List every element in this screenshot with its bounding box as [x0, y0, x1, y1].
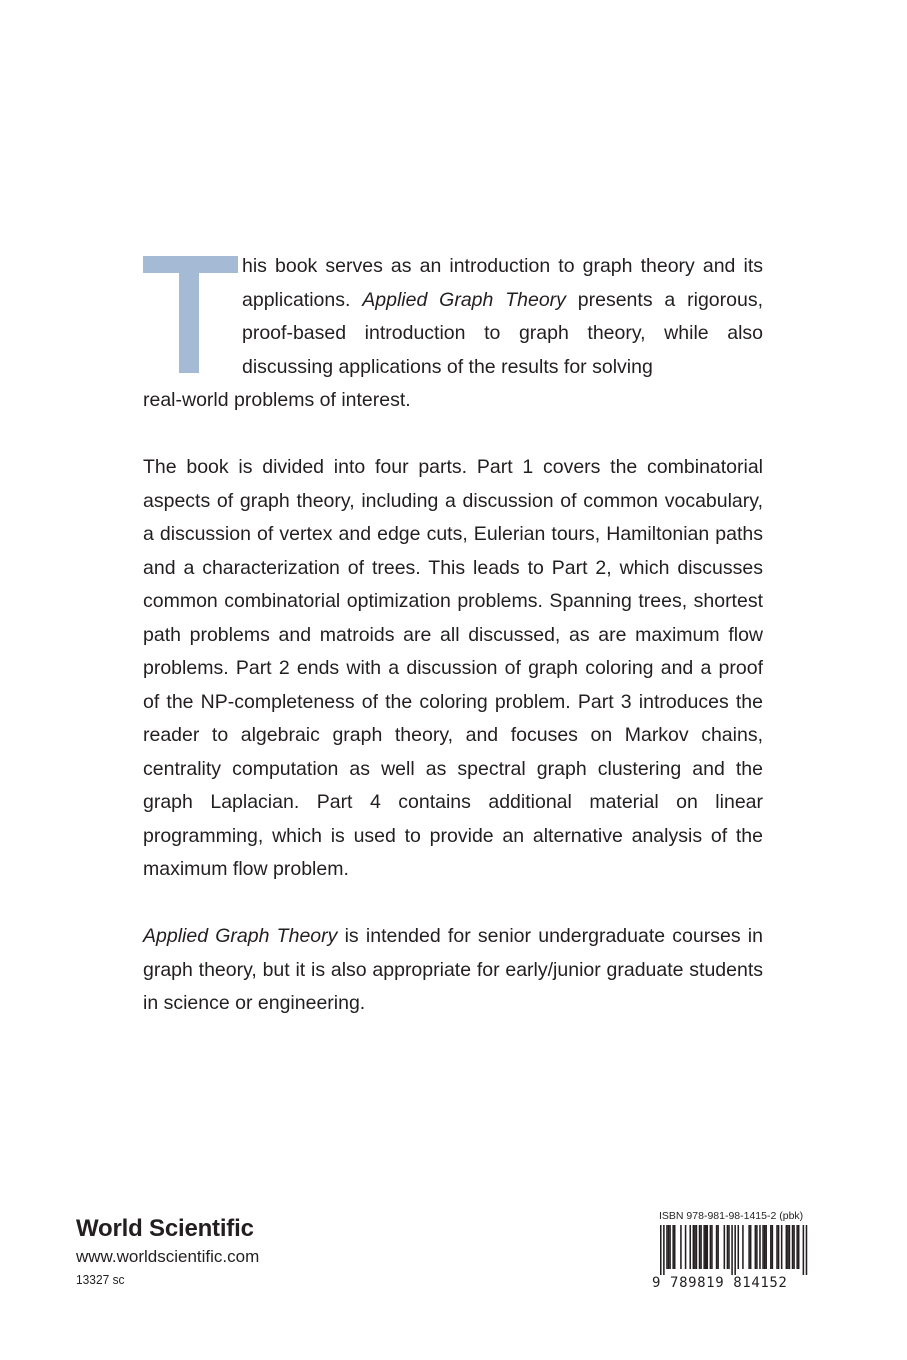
- publisher-code: 13327 sc: [76, 1272, 125, 1287]
- barcode-bar: [717, 1225, 719, 1269]
- barcode-bar: [696, 1225, 698, 1269]
- intro-start-text: his book serves as an introduction to graph theory and its applications.: [242, 255, 763, 311]
- intro-book-title: Applied Graph Theory: [362, 288, 566, 311]
- parts-paragraph: The book is divided into four parts. Part 1 covers the combinatorial aspects of graph theory, including a discussion of common vocabulary, a discussion of vertex and edge cuts, Eulerian tours, Hamiltonian paths and a characterization of trees. This leads to Part 2, which discusses common combinatorial optimization problems. Spanning trees, shortest path problems and matroids are all discussed, as are maximum flow problems. Part 2 ends with a discussion of graph coloring and a proof of the NP-completeness of the coloring problem. Part 3 introduces the reader to algebraic graph theory, and focuses on Markov chains, centrality computation as well as spectral graph clustering and the graph Laplacian. Part 4 contains additional material on linear programming, which is used to provide an alternative analysis of the maximum flow problem.: [143, 456, 763, 880]
- barcode-bar: [772, 1225, 774, 1269]
- barcode-bar: [792, 1225, 794, 1269]
- barcode-bar: [803, 1225, 805, 1275]
- intro-paragraph: [143, 250, 763, 384]
- barcode-bar: [707, 1225, 709, 1269]
- barcode-bar: [806, 1225, 808, 1275]
- barcode-bar: [705, 1225, 707, 1269]
- barcode-bar: [734, 1225, 736, 1275]
- barcode-bar: [680, 1225, 682, 1269]
- barcode-bar: [700, 1225, 702, 1269]
- intro-rest-text: presents a rigorous, proof-based introduction to graph theory, while also discussing applications of the results for solving: [242, 288, 763, 378]
- intro-first-lines: [143, 250, 763, 384]
- isbn-label: ISBN 978-981-98-1415-2 (pbk): [659, 1210, 804, 1222]
- barcode-bar: [755, 1225, 757, 1269]
- barcode-bar: [685, 1225, 687, 1269]
- barcode-icon: [650, 1225, 810, 1275]
- audience-text: is intended for senior undergraduate courses in graph theory, but it is also appropriate for early/junior graduate students in science or engineering.: [143, 925, 763, 1014]
- barcode-bar: [793, 1225, 795, 1269]
- barcode-bar: [660, 1225, 662, 1275]
- publisher-name: World Scientific: [76, 1215, 254, 1242]
- intro-last-line: real-world problems of interest.: [143, 389, 411, 411]
- barcode-block: [650, 1210, 810, 1291]
- barcode-bar: [738, 1225, 740, 1269]
- audience-paragraph: [143, 920, 763, 1021]
- barcode-bar: [731, 1225, 733, 1275]
- barcode-bar: [789, 1225, 791, 1269]
- barcode-bar: [781, 1225, 783, 1269]
- barcode-bar: [759, 1225, 761, 1269]
- barcode-bar: [727, 1225, 729, 1269]
- barcode-bar: [756, 1225, 758, 1269]
- barcode-bar: [776, 1225, 778, 1269]
- barcode-bar: [703, 1225, 705, 1269]
- barcode-bar: [770, 1225, 772, 1269]
- barcode-bar: [778, 1225, 780, 1269]
- publisher-block: [76, 1214, 259, 1290]
- barcode-bar: [716, 1225, 718, 1269]
- barcode-bar: [786, 1225, 788, 1269]
- barcode-bar: [699, 1225, 701, 1269]
- barcode-bar: [750, 1225, 752, 1269]
- barcode-bar: [663, 1225, 665, 1275]
- barcode-bar: [762, 1225, 764, 1269]
- barcode-bar: [674, 1225, 676, 1269]
- barcode-bar: [796, 1225, 798, 1269]
- barcode-bar: [765, 1225, 767, 1269]
- barcode-bar: [710, 1225, 712, 1269]
- barcode-bar: [728, 1225, 730, 1269]
- barcode-bar: [742, 1225, 744, 1269]
- barcode-bar: [798, 1225, 800, 1269]
- barcode-bar: [672, 1225, 674, 1269]
- barcode-bar: [666, 1225, 668, 1269]
- barcode-bar: [748, 1225, 750, 1269]
- barcode-bar: [724, 1225, 726, 1269]
- barcode-bar: [668, 1225, 670, 1269]
- barcode-bar: [787, 1225, 789, 1269]
- barcode-bar: [689, 1225, 691, 1269]
- barcode-digits: 9 789819 814152: [652, 1275, 788, 1291]
- barcode-bar: [764, 1225, 766, 1269]
- barcode-bar: [694, 1225, 696, 1269]
- publisher-url: www.worldscientific.com: [76, 1247, 260, 1266]
- audience-book-title: Applied Graph Theory: [143, 925, 338, 947]
- barcode-bar: [669, 1225, 671, 1269]
- barcode-bar: [711, 1225, 713, 1269]
- barcode-bar: [693, 1225, 695, 1269]
